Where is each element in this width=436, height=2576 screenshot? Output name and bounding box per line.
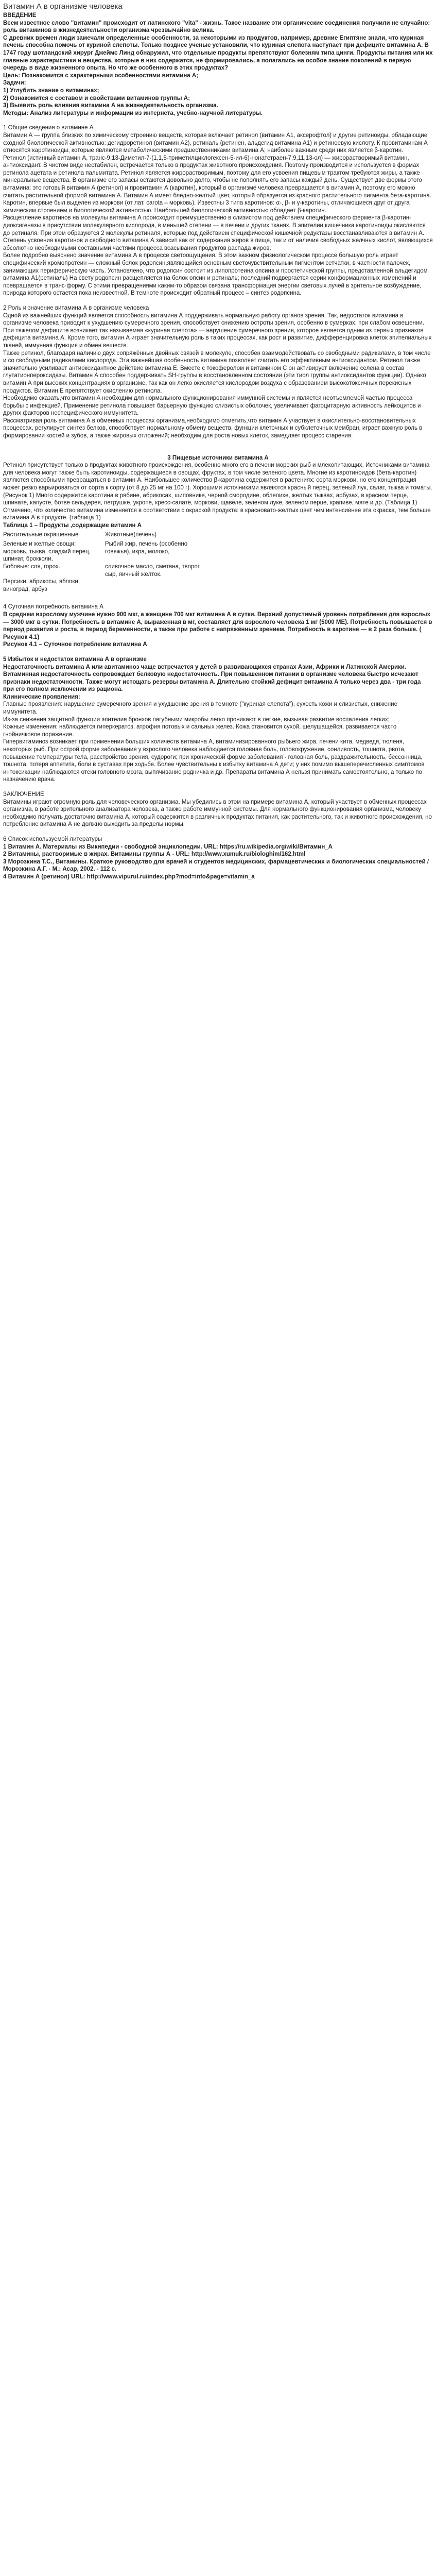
blank-line — [3, 828, 433, 836]
paragraph: Ретинол (истинный витамин А, транс-9,13-Диметил-7-(1,1,5-триметилциклогексен-5-ил-6)-нонатетраен-7,9,11,13-ол) — жирорастворимый витамин, антиоксидант. В чистом виде нестабилен, встречается только в продуктах животного происхождения. Поэтому производится и используется в формах ретинола ацетата и ретинола пальмитата. Ретинол является жирорастворимым, поэтому для его усвоения пищевым трактом требуются жиры, а также минеральные вещества. В организме его запасы остаются довольно долго, чтобы не пополнять его запасы каждый день. Существует две формы этого витамина: это готовый витамин А (ретинол) и провитамин А (каротин), который в организме человека превращается в витамин А, поэтому его можно считать растительной формой витамина А. Витамин А имеет бледно-желтый цвет, который образуется из красного растительного пигмента бета-каротина. — [3, 155, 431, 199]
table-header-row — [3, 531, 309, 541]
table-row — [3, 540, 309, 563]
paragraph: 1 Витамин А. Материалы из Википедии - свободной энциклопедии. URL: https://ru.wikipedia.org/wiki/Витамин_А — [3, 843, 333, 850]
paragraph: Задачи: — [3, 80, 26, 87]
table-cell: Персики, абрикосы, яблоки, виноград, арбуз — [3, 579, 80, 592]
paragraph: Рисунок 4.1 – Суточное потребление витамина А — [3, 641, 147, 648]
paragraph: ЗАКЛЮЧЕНИЕ — [3, 791, 44, 798]
paragraph: 2) Ознакомится с составом и свойствами витаминов группы А; — [3, 95, 190, 101]
paragraph: 1) Углубить знание о витаминах; — [3, 87, 99, 94]
blank-line — [3, 447, 433, 454]
paragraph: Из-за снижения защитной функции эпителия бронхов пагубными микробы легко проникают в легкие, вызывая развитие воспаления легких; — [3, 716, 390, 723]
vitamin-a-products-table — [3, 531, 309, 594]
table-cell: сливочное масло, сметана, творог, сыр, яичный желток. — [105, 563, 201, 578]
paragraph: В среднем взрослому мужчине нужно 900 мкг, а женщине 700 мкг витамина А в сутки. Верхний допустимый уровень потребления для взрослых — 3000 мкг в сутки. Потребность в витамине А, выраженная в мг, составляет для взрослого человека 1 мг (5000 МЕ). Потребность повышается в период развития и роста, в период беременности, а также при работе с напряжённым зрением. Потребность в каротине — в 2 раза больше. ( Рисунок 4.1) — [3, 611, 432, 640]
table-header-cell — [207, 531, 309, 541]
blank-line — [3, 596, 433, 603]
paragraph: Необходимо сказать,что витамин А необходим для нормального функционирования иммунной системы и является неотъемлемой частью процесса борьбы с инфекцией. Применение ретинола повышает барьерную функцию слизистых оболочек, увеличивает фагоцитарную активность лейкоцитов и других факторов неспецифического иммунитета. — [3, 395, 421, 417]
paragraph: Также ретинол, благодаря наличию двух сопряжённых двойных связей в молекуле, способен взаимодействовать со свободными радикалами, в том числе и со свободными радикалами кислорода. Эта важнейшая особенность витамина позволяет считать его эффективным антиоксидантом. Ретинол также значительно усиливает антиоксидантное действие витамина Е. Вместе с токоферолом и витамином С он активирует включение селена в состав глутатионпероксидазы. Витамин А способен поддерживать SH-группы в восстановленном состоянии (эти тиол группы антиоксидантов функции). Однако витамин А при высоких концентрациях в организме, так как он легко окисляется кислородом воздуха с образованием высокотоксичных перекисных продуктов. Витамин Е препятствует окислению ретинола. — [3, 350, 431, 394]
document-page — [0, 0, 436, 881]
document-body — [3, 12, 433, 881]
blank-line — [3, 784, 433, 791]
table-cell: Рыбий жир, печень (особенно говяжья), икра, молоко, — [105, 541, 188, 555]
blank-line — [3, 649, 433, 656]
table-header-cell: Животные(печень) — [105, 531, 157, 538]
paragraph: 3 Пищевые источники витамина А — [167, 454, 269, 461]
paragraph: Витамины играют огромную роль для человеческого организма. Мы убедились в этом на примере витамина А, который участвует в обменных процессах организма, в работе зрительного анализатора человека, а также работе иммунной системы. Для нормального функционирования организма, человеку необходимо получать достаточно витамина А, который содержится в различных продуктах питания, как растительного, так и животного происхождения, но потребление витамина А не должно выходить за пределы нормы. — [3, 799, 432, 828]
paragraph: Цель: Познакомится с характерными особенностями витамина А; — [3, 72, 199, 79]
paragraph: 2 Роль и значение витамина А в организме человека — [3, 304, 149, 311]
paragraph: Главные проявления: нарушение сумеречного зрения и ухудшение зрения в темноте ("куриная слепота"), сухость кожи и слизистых, снижение иммунитета. — [3, 701, 397, 716]
paragraph: С древних времен люди замечали определенные особенности, за некоторыми из продуктов, например, древние Египтяне знали, что куриная печень способна помочь от куриной слепоты. Только позднее ученые установили, что куриная слепота наступает при дефиците витамина А. В 1747 году шотландский хирург Джеймс Линд обнаружил, что отдельные продукты препятствуют болезням типа цинги. Продукты питания или их главные характеристики и вещества, которые в них содержатся, не формировались, а полагались на особое знание поколений в первую очередь в виде жизненного опыта. Но что же особенного в этих продуктах? — [3, 35, 433, 72]
table-row — [3, 563, 309, 578]
paragraph: 5 Избыток и недостаток витамина А в организме — [3, 656, 147, 663]
paragraph: Недостаточность витамина А или авитаминоз чаще встречается у детей в развивающихся странах Азии, Африки и Латинской Америки. Витаминная недостаточность сопровождает белковую недостаточность. При повышенном питании в организме человека быстро исчезают признаки недостаточности. Также могут истощать резервы витамина А. Длительно стойкий дефицит витамина А только через два - три года при его полном исключении из рациона. — [3, 664, 421, 693]
table-cell — [207, 563, 309, 578]
paragraph: 3 Морозкина Т.С., Витамины. Краткое руководство для врачей и студентов медицинских, фармацевтических и биологических специальностей / Морозкина А.Г. - М.: Асар, 2002. - 112 с. — [3, 858, 429, 873]
table-cell — [207, 578, 309, 593]
paragraph: 3) Выявить роль влияния витамина А на жизнедеятельность организма. — [3, 103, 218, 109]
paragraph: Расщепление каротинов на молекулы витамина А происходит преимущественно в слизистом под действием специфического фермента β-каротин-диоксигеназы в присутствии молекулярного кислорода, в меньшей степени — в печени и других тканях. В эпителии кишечника каротиноиды окисляются до ретиналя. При этом образуются 2 молекулы ретиналя, которые под действием специфической кишечной редуктазы восстанавливаются в витамин А. Степень усвоения каротинов и свободного витамина А зависит как от содержания жиров в пище, так и от наличия свободных желчных кислот, являющихся абсолютно необходимыми составными частями процесса всасывания продуктов распада жиров. — [3, 215, 433, 251]
paragraph: Клинические проявления: — [3, 693, 80, 700]
document-part-main — [3, 12, 433, 530]
paragraph: Таблица 1 – Продукты ,содержащие витамин А — [3, 522, 142, 529]
paragraph: 6 Список используемой литературы — [3, 836, 102, 842]
paragraph: ВВЕДЕНИЕ — [3, 12, 37, 19]
paragraph: Методы: Анализ литературы и информации из интернета, учебно-научной литературы. — [3, 110, 263, 116]
paragraph: Гипервитаминоз возникает при применении больших количеств витамина А, витаминизированного рыбьего жира, печени кита, медведя, тюленя, некоторых рыб. При острой форме заболевания у взрослого человека наблюдается головная боль, головокружение, сонливость, тошнота, рвота, повышение температуры тела, расстройство зрения, судороги; при хронической форме заболевания - головная боль, раздражительность, бессонница, тошнота, потеря аппетита, боли в суставах при ходьбе. Более чувствительны к избытку витамина А дети; у них помимо вышеперечисленных симптомов интоксикации наблюдаются отеки головного мозга, выпячивание родничка и др. Препараты витамина А нельзя принимать самостоятельно, а только по назначению врача. — [3, 739, 425, 783]
document-title: Витамин А в организме человека — [3, 2, 123, 11]
document-part-end — [3, 596, 433, 880]
blank-line — [3, 440, 433, 447]
paragraph: Рассматривая роль витамина А в обменных процессах организма,необходимо отметить,что витамин А участвует в окислительно-восстановительных процессах, регулирует синтез белков, способствует нормальному обмену веществ, функции клеточных и субклеточных мембран, играет важную роль в формировании костей и зубов, а также жировых отложений; необходим для роста новых клеток, замедляет процесс старения. — [3, 417, 423, 439]
paragraph: Витамин А — группа близких по химическому строению веществ, которая включает ретинол (витамин A1, аксерофтол) и другие ретиноиды, обладающие сходной биологической активностью: дегидроретинол (витамин A2), ретиналь (ретинен, альдегид витамина A1) и ретиноевую кислоту. К провитаминам А относятся каротиноиды, которые являются метаболическими предшественниками витамина А; наиболее важным среди них является β-каротин. — [3, 132, 428, 154]
paragraph: Всем известное слово "витамин" происходит от латинского "vita" - жизнь. Такое название эти органические соединения получили не случайно: роль витаминов в жизнедеятельности организма чрезвычайно велика. — [3, 20, 430, 34]
table-cell — [207, 540, 309, 563]
table-row — [3, 578, 309, 593]
blank-line — [3, 117, 433, 124]
paragraph: Более подробно выяснено значение витамина А в процессе светоощущения. В этом важном физиологическом процессе большую роль играет специфический хромопротеин — сложный белок родопсин,являющийся основным светочувствительным пигментом сетчатки, в частности палочек, занимающих периферическую часть. Установлено, что родопсин состоит из липопротеина опсина и простетической группы, представленной альдегидом витамина A1(ретиналь) На свету родопсин расщепляется на белок опсин и ретиналь; последний подвергается серии конформационных изменений и превращается в транс-форму. С этими превращениями каким-то образом связана трансформация энергии световых лучей в зрительное возбуждение, природа которого остается пока неизвестной. В темноте происходит обратный процесс – синтез родопсина. — [3, 252, 428, 297]
table-cell — [105, 578, 207, 593]
paragraph: Каротин, впервые был выделен из моркови (от лат. carota – морковь). Известны 3 типа каротинов: α-, β- и γ-каротины, отличающиеся друг от друга химическим строением и биологической активностью. Наибольшей биологической активностью обладает β-каротин. — [3, 200, 410, 214]
table-cell: Зеленые и желтые овощи: морковь, тыква, сладкий перец, шпинат, брокколи, — [3, 541, 91, 563]
paragraph: 2 Витамины, растворимые в жирах. Витамины группы А - URL: http://www.xumuk.ru/biologhim/162.html — [3, 851, 306, 858]
table-cell: Бобовые: соя, горох. — [3, 563, 60, 570]
table-header-cell: Растительные окрашенные — [3, 531, 79, 538]
paragraph: Ретинол присутствует только в продуктах животного происхождения, особенно много его в печени морских рыб и млекопитающих. Источниками витамина для человека могут также быть каротиноиды, содержащиеся в овощах, фруктах, в том числе зеленого цвета. Многие из каротиноидов (бета-каротин) являются способными превращаться в витамин А. Наибольшее количество β-каротина содержится в растениях: сорта моркови, но его концентрация может резко варьироваться от сорта к сорту (от 8 до 25 мг на 100 г). Хорошими источниками являются красный перец, зеленый лук, салат, тыква и томаты. (Рисунок 1) Много содержится каротина в рябине, абрикосах, шиповнике, черной смородине, облепихе, желтых тыквах, арбузах, в красном перце, шпинате, капусте, ботве сельдерея, петрушке, укропе, кресс-салате, моркови, щавеле, зеленом луке, зеленом перце, крапиве, мяте и др. (Таблица 1) Отмечено, что количество витамина изменяется в соответствии с окраской продукта: в красновато-желтых цвет чем интенсивнее эта окраска, тем больше витамина А в продукте. (таблица 1) — [3, 462, 432, 521]
paragraph: 4 Суточная потребность витамина А — [3, 604, 103, 611]
paragraph: Кожные изменения: наблюдается гиперкератоз, атрофия потовых и сальных желез. Кожа становится сухой, шелушащейся, развивается часто гнойничковое поражение. — [3, 724, 397, 738]
paragraph: 4 Витамин А (ретинол) URL: http://www.vipurul.ru/index.php?mod=info&page=vitamin_a — [3, 873, 255, 880]
blank-line — [3, 297, 433, 304]
paragraph: 1 Общие сведения о витамине А — [3, 125, 94, 131]
paragraph: Одной из важнейших функций является способность витамина А поддерживать нормальную работу органов зрения. Так, недостаток витамина в организме человека приводит к ухудшению сумеречного зрения, способствует снижению остроты зрения, особенно в сумерках, при слабом освещении. При тяжелом дефиците возникает так называемая «куриная слепота» — нарушение сумеречного зрения, которое является одним из первых признаков дефицита витамина А. Кроме того, витамин А играет значительную роль в таких процессах, как рост и развитие, дифференцировка клеток эпителиальных тканей, иммунная функция и обмен веществ. — [3, 312, 432, 349]
